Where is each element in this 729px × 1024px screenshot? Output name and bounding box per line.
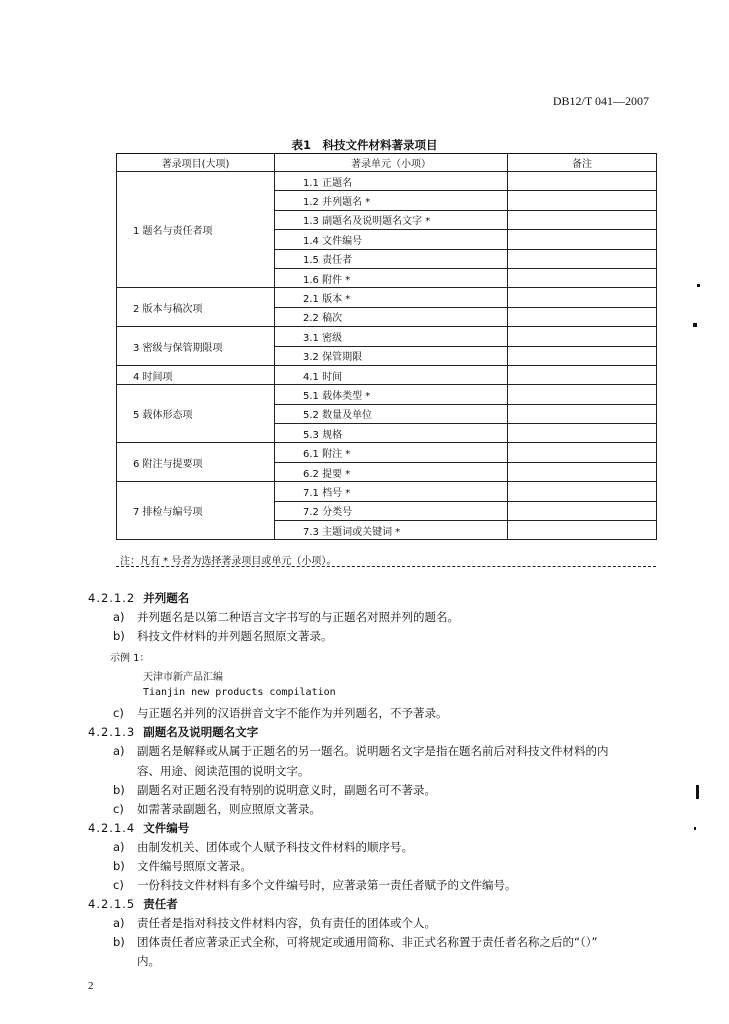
list-item: c) 与正题名并列的汉语拼音文字不能作为并列题名，不予著录。 [113,706,448,720]
remark-cell [508,210,657,229]
list-item: c) 一份科技文件材料有多个文件编号时，应著录第一责任者赋予的文件编号。 [113,878,517,892]
catalog-items-table [116,153,657,540]
category-cell: 1 题名与责任者项 [117,172,275,288]
remark-cell [508,521,657,540]
remark-cell [508,385,657,404]
scan-speck [697,284,700,287]
item-cell: 5.1 载体类型 * [275,385,508,404]
table-body [117,154,657,540]
table-row [117,327,657,346]
category-cell: 5 载体形态项 [117,385,275,443]
section-title: 并列题名 [143,591,190,605]
remark-cell [508,288,657,307]
category-cell: 2 版本与稿次项 [117,288,275,327]
item-cell: 1.1 正题名 [275,172,508,191]
scan-speck [696,785,699,799]
scan-speck [694,827,696,830]
note-rule [116,566,656,567]
item-cell: 5.2 数量及单位 [275,404,508,423]
section-number: 4.2.1.5 [88,897,136,911]
list-item: a) 并列题名是以第二种语言文字书写的与正题名对照并列的题名。 [113,610,459,624]
page-number: 2 [88,980,94,992]
section-heading-document-number [88,820,189,836]
document-code: DB12/T 041—2007 [552,94,649,108]
table-row [117,443,657,462]
remark-cell [508,191,657,210]
list-item: c) 如需著录副题名，则应照原文著录。 [113,802,321,816]
example-chinese-title: 天津市新产品汇编 [143,672,223,683]
item-cell: 1.6 附件 * [275,268,508,287]
example-english-title: Tianjin new products compilation [143,687,336,698]
remark-cell [508,249,657,268]
section-number: 4.2.1.2 [88,591,136,605]
remark-cell [508,424,657,443]
item-cell: 6.2 提要 * [275,462,508,481]
section-title: 责任者 [143,897,178,911]
table-note: 注：凡有 * 号者为选择著录项目或单元（小项）。 [120,556,337,567]
list-item: b) 团体责任者应著录正式全称，可将规定或通用简称、非正式名称置于责任者名称之后的“（）” [113,935,598,949]
section-heading-parallel-title [88,590,189,606]
table-row [117,288,657,307]
list-item-continuation: 内。 [137,954,160,968]
item-cell: 2.2 稿次 [275,307,508,326]
category-cell: 4 时间项 [117,365,275,384]
remark-cell [508,404,657,423]
column-header: 著录单元（小项） [275,154,508,172]
remark-cell [508,346,657,365]
list-item-continuation: 容、用途、阅读范围的说明文字。 [137,764,310,778]
example-label: 示例 1： [110,653,150,664]
table-row [117,385,657,404]
section-title: 副题名及说明题名文字 [143,725,259,739]
item-cell: 3.1 密级 [275,327,508,346]
scan-speck [693,323,697,327]
table-row [117,482,657,501]
remark-cell [508,365,657,384]
column-header: 著录项目(大项) [117,154,275,172]
remark-cell [508,462,657,481]
section-number: 4.2.1.3 [88,725,136,739]
remark-cell [508,307,657,326]
table-row [117,365,657,384]
item-cell: 7.3 主题词或关键词 * [275,521,508,540]
item-cell: 1.4 文件编号 [275,230,508,249]
category-cell: 7 排检与编号项 [117,482,275,540]
section-heading-subtitle [88,724,258,740]
item-cell: 5.3 规格 [275,424,508,443]
table-title: 表1 科技文件材料著录项目 [291,138,438,152]
category-cell: 6 附注与提要项 [117,443,275,482]
table-row [117,172,657,191]
remark-cell [508,443,657,462]
section-heading-responsible-party [88,896,178,912]
item-cell: 3.2 保管期限 [275,346,508,365]
item-cell: 7.2 分类号 [275,501,508,520]
list-item: b) 科技文件材料的并列题名照原文著录。 [113,629,333,643]
item-cell: 1.2 并列题名 * [275,191,508,210]
remark-cell [508,230,657,249]
item-cell: 6.1 附注 * [275,443,508,462]
section-number: 4.2.1.4 [88,821,136,835]
item-cell: 2.1 版本 * [275,288,508,307]
category-cell: 3 密级与保管期限项 [117,327,275,366]
remark-cell [508,172,657,191]
list-item: a) 由制发机关、团体或个人赋予科技文件材料的顺序号。 [113,840,413,854]
remark-cell [508,482,657,501]
section-title: 文件编号 [143,821,190,835]
remark-cell [508,327,657,346]
list-item: a) 副题名是解释或从属于正题名的另一题名。说明题名文字是指在题名前后对科技文件材料的内 [113,744,609,758]
remark-cell [508,268,657,287]
column-header: 备注 [508,154,657,172]
list-item: b) 文件编号照原文著录。 [113,859,252,873]
item-cell: 4.1 时间 [275,365,508,384]
item-cell: 1.3 副题名及说明题名文字 * [275,210,508,229]
item-cell: 7.1 档号 * [275,482,508,501]
list-item: a) 责任者是指对科技文件材料内容，负有责任的团体或个人。 [113,916,436,930]
list-item: b) 副题名对正题名没有特别的说明意义时，副题名可不著录。 [113,783,436,797]
remark-cell [508,501,657,520]
item-cell: 1.5 责任者 [275,249,508,268]
table-header-row [117,154,657,172]
